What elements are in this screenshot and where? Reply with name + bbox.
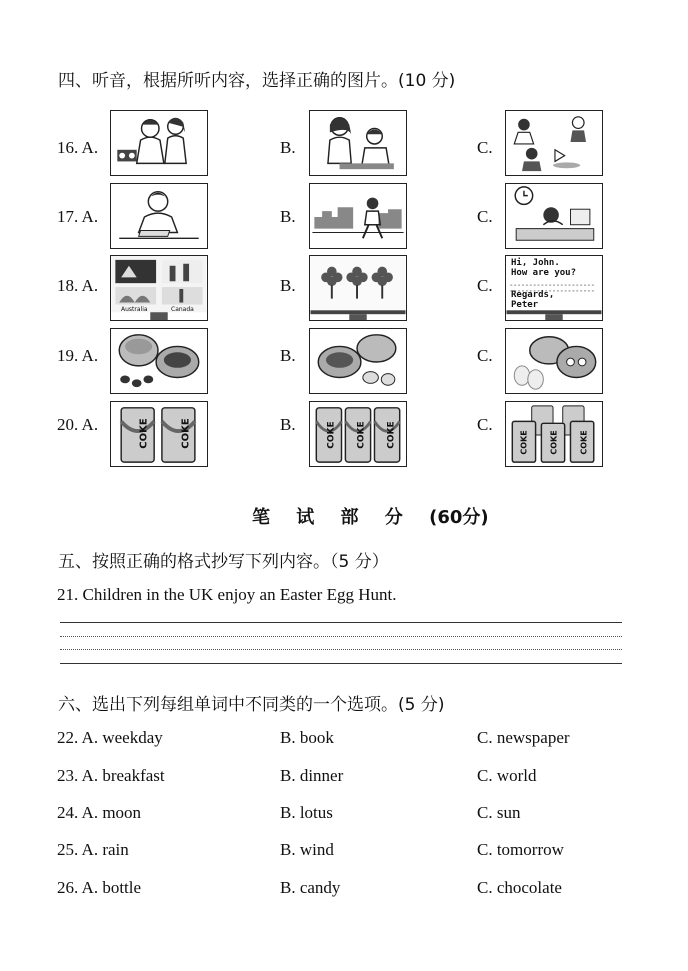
copy-line-dotted-1	[60, 636, 622, 637]
canada-caption: Canada	[171, 306, 194, 313]
q25-option-a: 25. A. rain	[57, 840, 129, 859]
q26-option-a: 26. A. bottle	[57, 878, 142, 897]
section4-heading: 四、听音，根据所听内容，选择正确的图片。(10 分)	[58, 71, 456, 91]
written-section-title	[252, 503, 489, 529]
question-19-b-label: B.	[280, 346, 296, 365]
q18-option-c-picture[interactable]	[505, 255, 603, 321]
q22-option-c: C. newspaper	[477, 728, 570, 747]
email-signature-text: Peter	[511, 300, 539, 310]
girl-writing-at-desk-image	[111, 184, 207, 248]
coke-label-2: COKE	[180, 418, 192, 449]
question-17-label: 17. A.	[57, 207, 99, 226]
copy-sentence-21: 21. Children in the UK enjoy an Easter Egg Hunt.	[57, 585, 397, 604]
email-regards-text: Regards,	[511, 290, 555, 300]
flowers-on-screen-image	[310, 256, 406, 320]
question-20-b-label: B.	[280, 415, 296, 434]
question-17-b-label: B.	[280, 207, 296, 226]
question-18-c-label: C.	[477, 276, 493, 295]
q24-option-a: 24. A. moon	[57, 803, 142, 822]
question-18-b-label: B.	[280, 276, 296, 295]
q24-option-b: B. lotus	[280, 803, 333, 822]
mooncakes-and-nuts-image	[111, 329, 207, 393]
question-16-b-label: B.	[280, 138, 296, 157]
girl-waking-up-in-bed-image	[506, 184, 602, 248]
coke-label-3: COKE	[326, 421, 337, 449]
q25-option-c: C. tomorrow	[477, 840, 564, 859]
q17-option-b-picture[interactable]	[309, 183, 407, 249]
question-20-label: 20. A.	[57, 415, 99, 434]
q16-option-c-picture[interactable]	[505, 110, 603, 176]
question-18-label: 18. A.	[57, 276, 99, 295]
q19-option-b-picture[interactable]	[309, 328, 407, 394]
coke-label-4: COKE	[356, 421, 367, 449]
mooncakes-and-candies-image	[310, 329, 406, 393]
q24-option-c: C. sun	[477, 803, 521, 822]
question-16-c-label: C.	[477, 138, 493, 157]
girl-walking-in-city-image	[310, 184, 406, 248]
girl-and-boy-reading-image	[310, 111, 406, 175]
q20-option-b-picture[interactable]	[309, 401, 407, 467]
q17-option-c-picture[interactable]	[505, 183, 603, 249]
email-greeting-text: Hi, John.	[511, 258, 560, 268]
q16-option-a-picture[interactable]	[110, 110, 208, 176]
q23-option-a: 23. A. breakfast	[57, 766, 165, 785]
q22-option-a: 22. A. weekday	[57, 728, 163, 747]
coke-label-7: COKE	[549, 430, 559, 455]
q25-option-b: B. wind	[280, 840, 334, 859]
two-kids-with-radio-image	[111, 111, 207, 175]
coke-label-8: COKE	[579, 430, 589, 455]
q20-option-c-picture[interactable]	[505, 401, 603, 467]
q18-option-a-picture[interactable]	[110, 255, 208, 321]
australia-caption: Australia	[121, 306, 148, 313]
section5-heading: 五、按照正确的格式抄写下列内容。（5 分）	[58, 552, 389, 572]
two-coke-cans-image	[111, 402, 207, 466]
question-16-label: 16. A.	[57, 138, 99, 157]
q23-option-b: B. dinner	[280, 766, 344, 785]
question-19-label: 19. A.	[57, 346, 99, 365]
mooncakes-and-eggs-image	[506, 329, 602, 393]
q19-option-a-picture[interactable]	[110, 328, 208, 394]
q20-option-a-picture[interactable]	[110, 401, 208, 467]
coke-label-6: COKE	[519, 430, 529, 455]
q19-option-c-picture[interactable]	[505, 328, 603, 394]
coke-label-1: COKE	[138, 418, 150, 449]
q17-option-a-picture[interactable]	[110, 183, 208, 249]
email-question-text: How are you?	[511, 268, 577, 278]
q16-option-b-picture[interactable]	[309, 110, 407, 176]
question-17-c-label: C.	[477, 207, 493, 226]
coke-label-5: COKE	[386, 421, 397, 449]
q26-option-c: C. chocolate	[477, 878, 562, 897]
written-section-name: 笔 试 部 分	[252, 507, 413, 528]
copy-line-bottom	[60, 663, 622, 664]
q18-option-b-picture[interactable]	[309, 255, 407, 321]
copy-line-dotted-2	[60, 649, 622, 650]
q22-option-b: B. book	[280, 728, 334, 747]
question-19-c-label: C.	[477, 346, 493, 365]
copy-line-top	[60, 622, 622, 623]
kids-playing-outside-image	[506, 111, 602, 175]
question-20-c-label: C.	[477, 415, 493, 434]
q26-option-b: B. candy	[280, 878, 341, 897]
written-section-score: (60分)	[429, 507, 489, 528]
section6-heading: 六、选出下列每组单词中不同类的一个选项。(5 分)	[58, 695, 445, 715]
q23-option-c: C. world	[477, 766, 537, 785]
